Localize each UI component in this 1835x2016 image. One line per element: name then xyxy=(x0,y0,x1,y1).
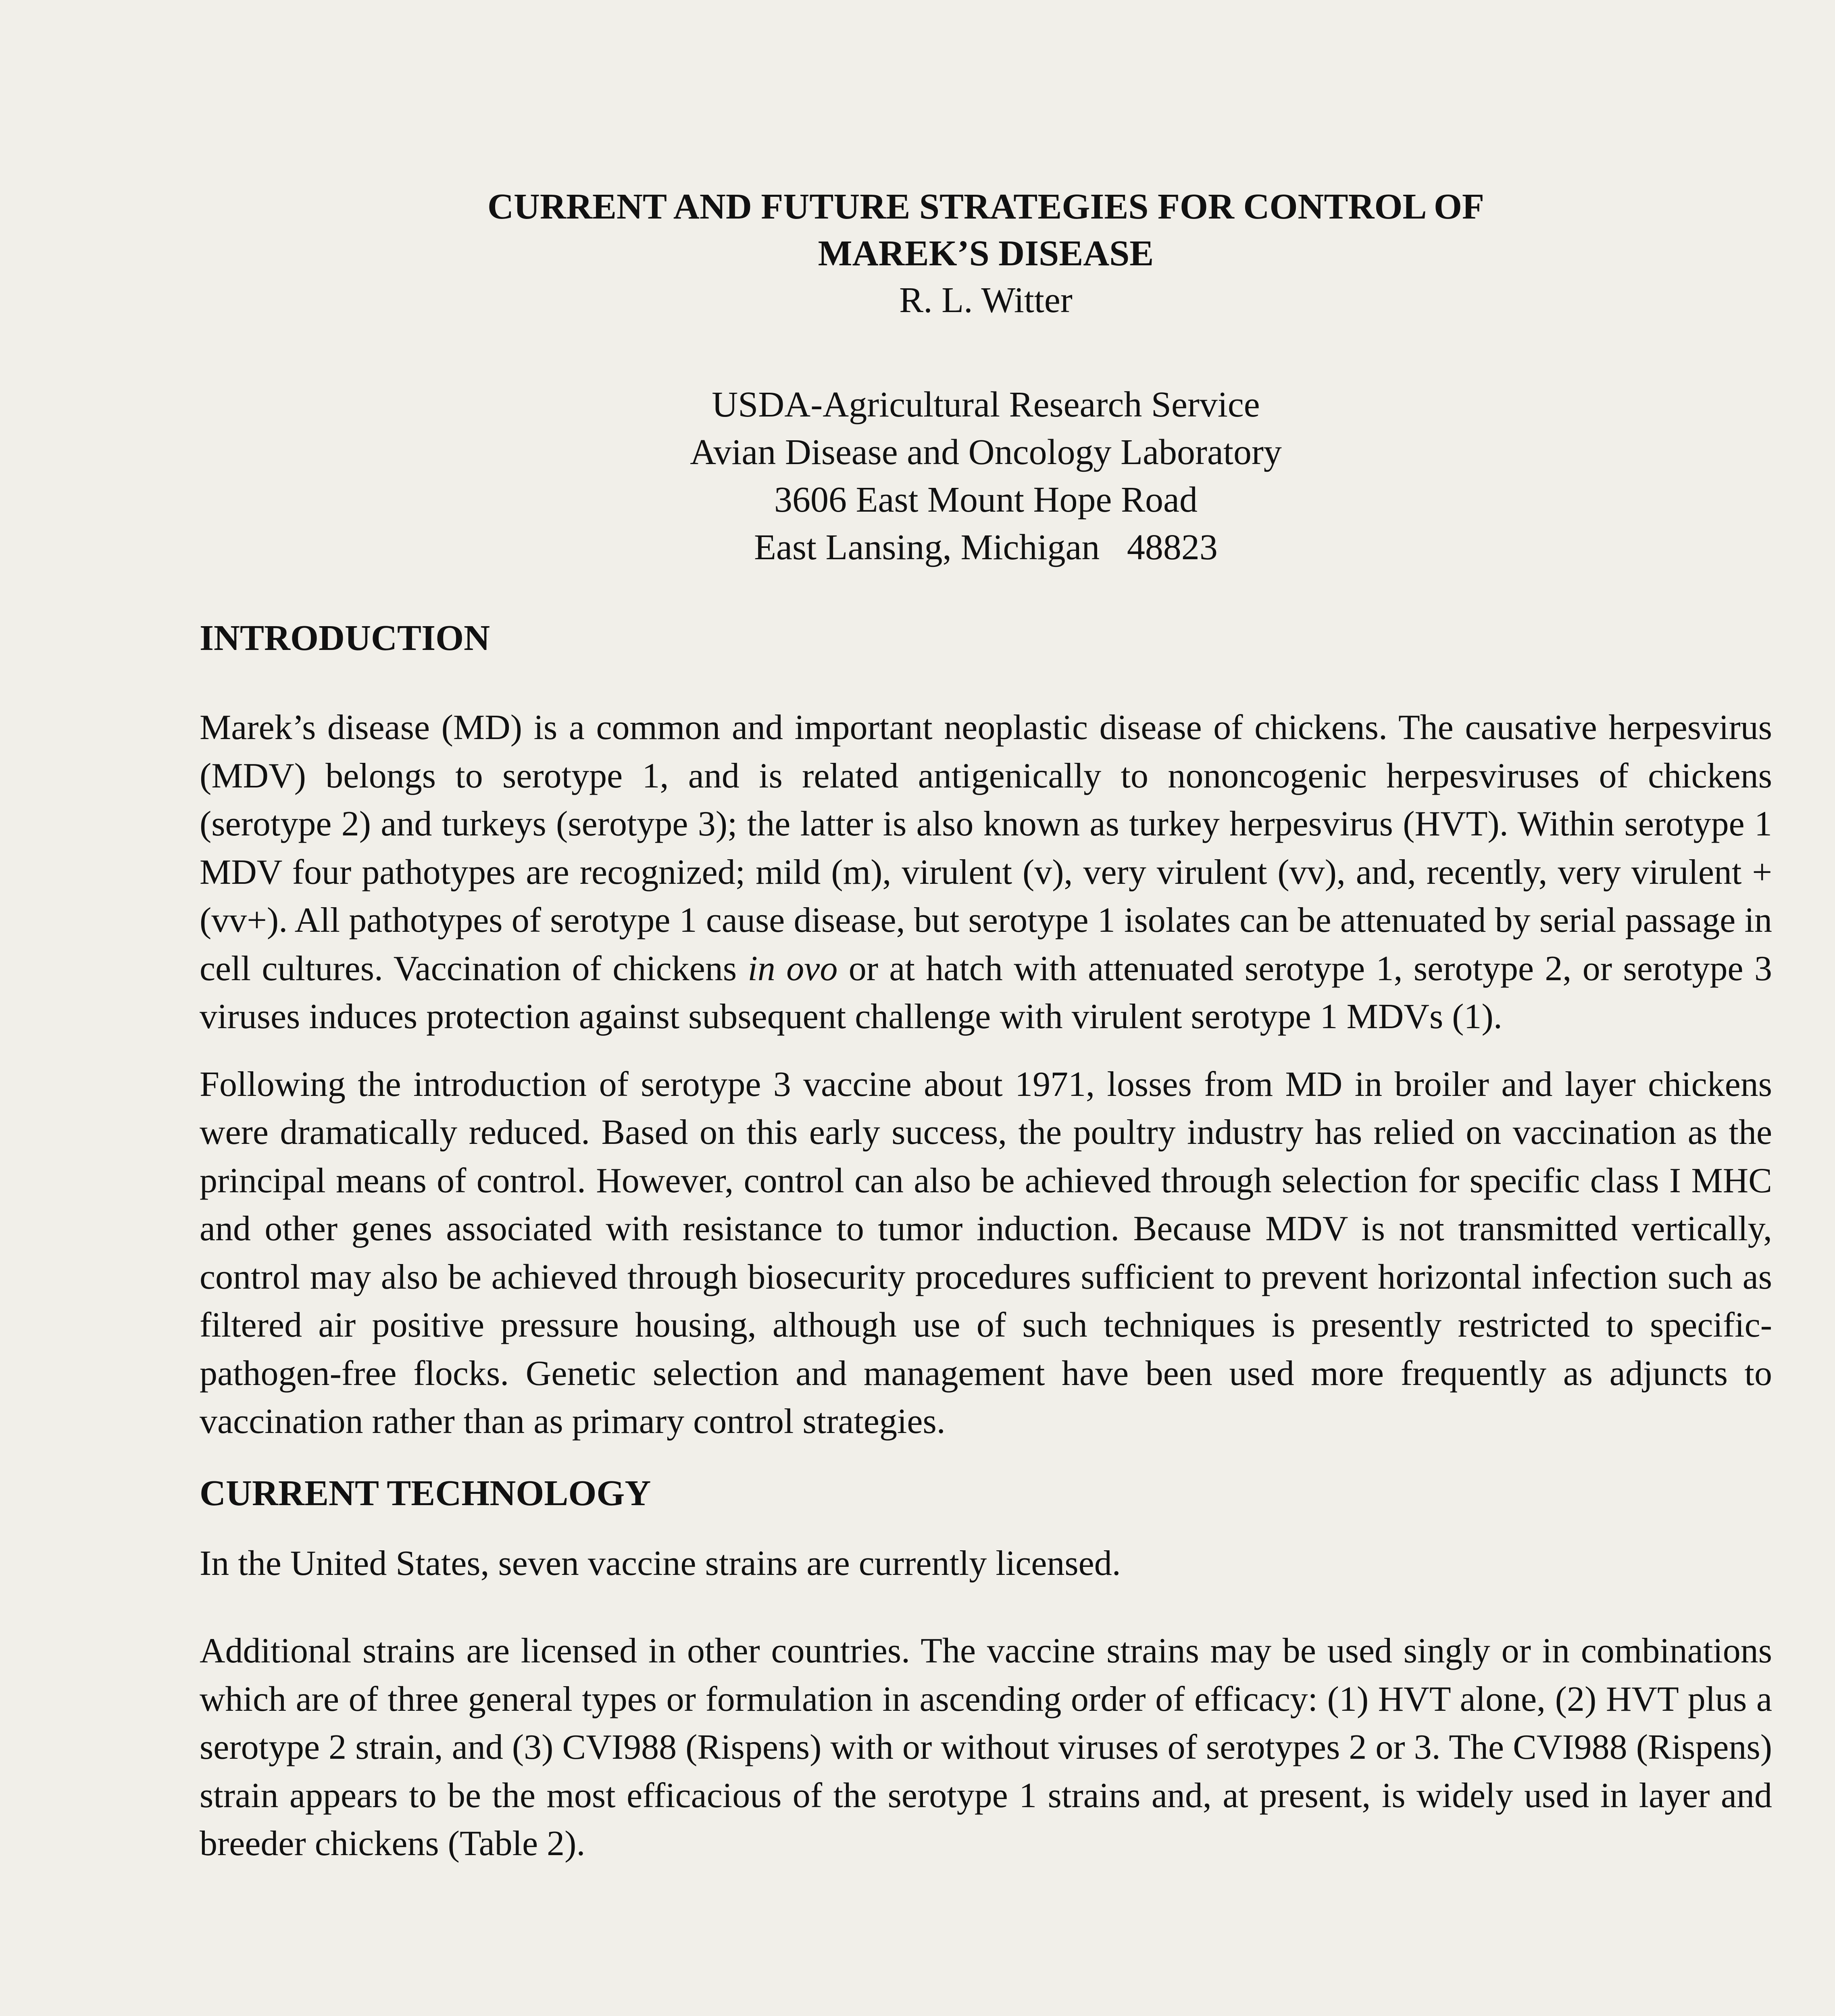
intro-p1-italic: in ovo xyxy=(748,949,838,988)
title-line-1: CURRENT AND FUTURE STRATEGIES FOR CONTROL OF xyxy=(487,187,1485,227)
current-technology-paragraph-2: Additional strains are licensed in other countries. The vaccine strains may be used singly or in combinations which are of three general types or formulation in ascending order of efficacy: (1) HVT alone, (2) HVT plus a serotype 2 strain, and (3) CVI988 (Rispens) with or without viruses of serotypes 2 or 3. The CVI988 (Rispens) strain appears to be the most efficacious of the serotype 1 strains and, at present, is widely used in layer and breeder chickens (Table 2). xyxy=(200,1631,1772,1863)
affiliation-line-4: East Lansing, Michigan 48823 xyxy=(754,527,1218,567)
author-name: R. L. Witter xyxy=(899,280,1073,320)
article-body xyxy=(200,183,1772,1868)
introduction-heading: INTRODUCTION xyxy=(200,618,490,658)
article-title xyxy=(200,183,1772,277)
current-technology-heading: CURRENT TECHNOLOGY xyxy=(200,1473,651,1513)
intro-p1-text-b: or at hatch with attenuated serotype 1, serotype 2, or serotype 3 viruses induces protection against subsequent challenge with virulent serotype 1 MDVs (1). xyxy=(200,949,1772,1036)
introduction-paragraph-2: Following the introduction of serotype 3 vaccine about 1971, losses from MD in broiler and layer chickens were dramatically reduced. Based on this early success, the poultry industry has relied on vaccination as the principal means of control. However, control can also be achieved through selection for specific class I MHC and other genes associated with resistance to tumor induction. Because MDV is not transmitted vertically, control may also be achieved through biosecurity procedures sufficient to prevent horizontal infection such as filtered air positive pressure housing, although use of such techniques is presently restricted to specific-pathogen-free flocks. Genetic selection and management have been used more frequently as adjuncts to vaccination rather than as primary control strategies. xyxy=(200,1064,1772,1441)
introduction-paragraph-1 xyxy=(200,704,1772,1041)
affiliation-line-2: Avian Disease and Oncology Laboratory xyxy=(690,432,1282,472)
intro-p1-text-a: Marek’s disease (MD) is a common and important neoplastic disease of chickens. The causative herpesvirus (MDV) belongs to serotype 1, and is related antigenically to nononcogenic herpesviruses of chickens (serotype 2) and turkeys (serotype 3); the latter is also known as turkey herpesvirus (HVT). Within serotype 1 MDV four pathotypes are recognized; mild (m), virulent (v), very virulent (vv), and, recently, very virulent + (vv+). All pathotypes of serotype 1 cause disease, but serotype 1 isolates can be attenuated by serial passage in cell cultures. Vaccination of chickens xyxy=(200,708,1772,988)
affiliation-line-3: 3606 East Mount Hope Road xyxy=(774,480,1198,520)
affiliation-line-1: USDA-Agricultural Research Service xyxy=(712,385,1260,425)
current-technology-paragraph-1: In the United States, seven vaccine strains are currently licensed. xyxy=(200,1543,1121,1583)
author-affiliation xyxy=(200,381,1772,571)
title-line-2: MAREK’S DISEASE xyxy=(818,233,1154,273)
